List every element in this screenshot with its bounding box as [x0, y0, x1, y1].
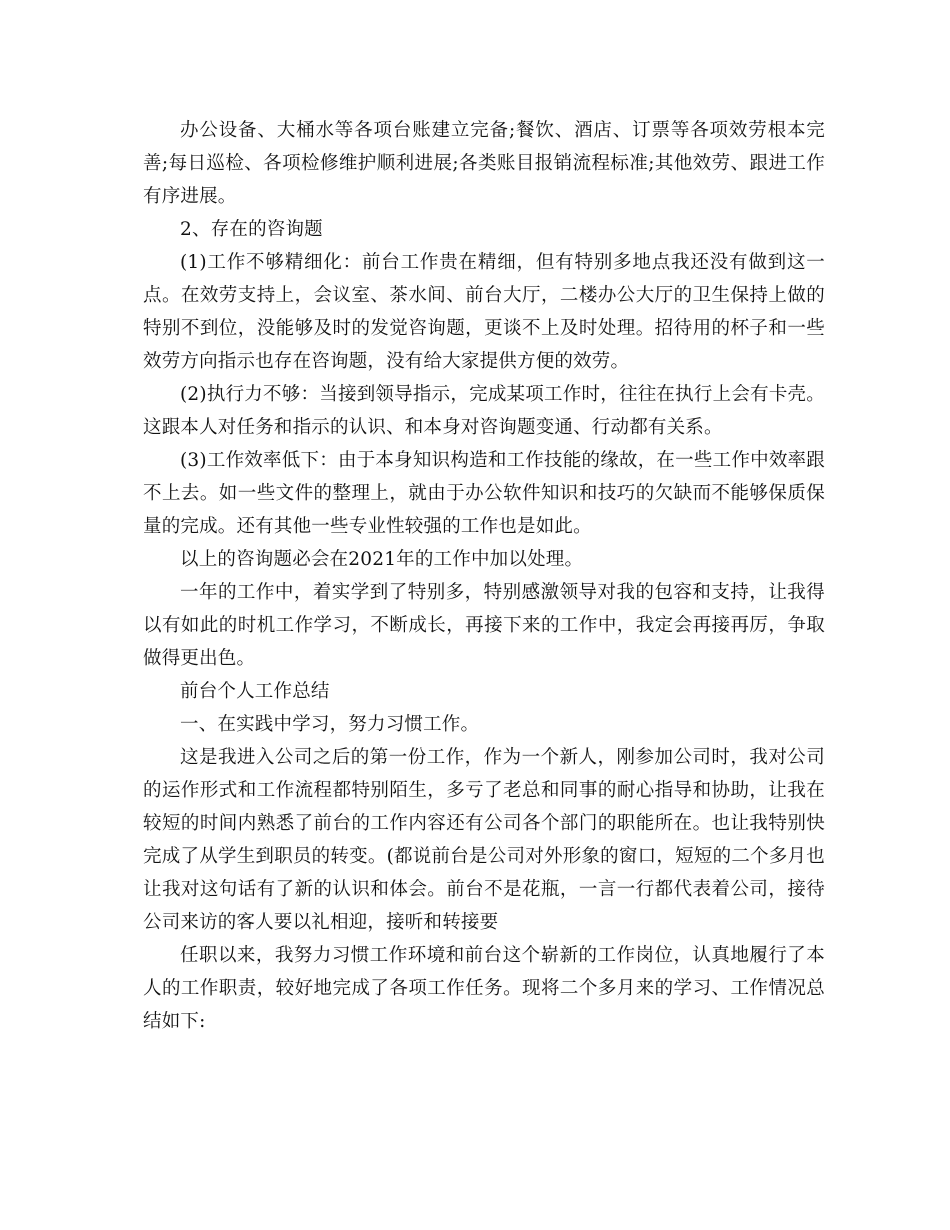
- paragraph-1: 办公设备、大桶水等各项台账建立完备;餐饮、酒店、订票等各项效劳根本完善;每日巡检、各项检修维护顺利进展;各类账目报销流程标准;其他效劳、跟进工作有序进展。: [143, 120, 825, 207]
- document-page: [143, 114, 825, 1038]
- section-heading-issues: 2、存在的咨询题: [180, 219, 323, 240]
- paragraph-resolution: 以上的咨询题必会在2021年的工作中加以处理。: [180, 549, 584, 570]
- paragraph-issue-3: (3)工作效率低下：由于本身知识构造和工作技能的缘故，在一些工作中效率跟不上去。如一些文件的整理上，就由于办公软件知识和技巧的欠缺而不能够保质保量的完成。还有其他一些专业性较强的工作也是如此。: [143, 450, 825, 537]
- paragraph-summary: 任职以来，我努力习惯工作环境和前台这个崭新的工作岗位，认真地履行了本人的工作职责，较好地完成了各项工作任务。现将二个多月来的学习、工作情况总结如下:: [143, 945, 825, 1032]
- paragraph-thanks: 一年的工作中，着实学到了特别多，特别感激领导对我的包容和支持，让我得以有如此的时机工作学习，不断成长，再接下来的工作中，我定会再接再厉，争取做得更出色。: [143, 582, 825, 669]
- section-heading-practice: 一、在实践中学习，努力习惯工作。: [180, 714, 480, 735]
- paragraph-issue-1: (1)工作不够精细化：前台工作贵在精细，但有特别多地点我还没有做到这一点。在效劳支持上，会议室、茶水间、前台大厅，二楼办公大厅的卫生保持上做的特别不到位，没能够及时的发觉咨询题，更谈不上及时处理。招待用的杯子和一些效劳方向指示也存在咨询题，没有给大家提供方便的效劳。: [143, 252, 825, 372]
- paragraph-first-job: 这是我进入公司之后的第一份工作，作为一个新人，刚参加公司时，我对公司的运作形式和工作流程都特别陌生，多亏了老总和同事的耐心指导和协助，让我在较短的时间内熟悉了前台的工作内容还有公司各个部门的职能所在。也让我特别快完成了从学生到职员的转变。(都说前台是公司对外形象的窗口，短短的二个多月也让我对这句话有了新的认识和体会。前台不是花瓶，一言一行都代表着公司，接待公司来访的客人要以礼相迎，接听和转接要: [143, 747, 825, 933]
- paragraph-issue-2: (2)执行力不够：当接到领导指示，完成某项工作时，往往在执行上会有卡壳。这跟本人对任务和指示的认识、和本身对咨询题变通、行动都有关系。: [143, 384, 825, 438]
- document-title: 前台个人工作总结: [180, 681, 330, 702]
